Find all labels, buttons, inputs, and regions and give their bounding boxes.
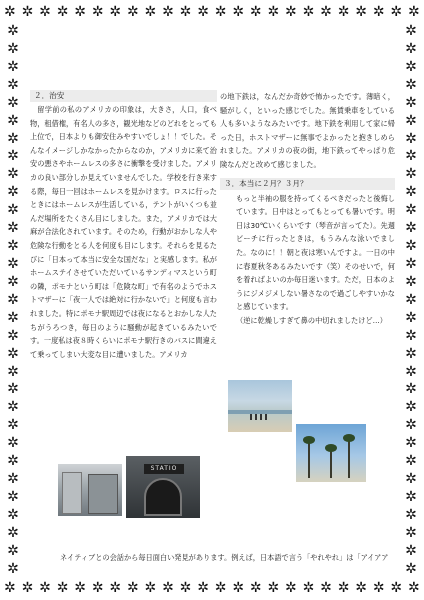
star-border-icon: ✲ [7, 345, 19, 362]
star-border-icon: ✲ [74, 580, 86, 596]
star-border-icon: ✲ [372, 580, 385, 596]
star-border-icon: ✲ [405, 524, 417, 541]
star-border-icon: ✲ [302, 580, 315, 596]
section-3-body: もっと半袖の服を持ってくるべきだったと後悔しています。日中はとってもとっても暑いです。明日は30℃いくらいです（琴音が言ってた）。先週ビーチに行ったときは，もうみんな泳いでました。なのに！！朝と夜は寒いんですよ。一日の中に春夏秋冬あるみたいです（笑）そのせいで，何を着ればよいのか毎日迷います。ただ，日本のようにジメジメしない暑さなので過ごしやすいかなと感じています。 [236, 193, 395, 312]
star-border-icon: ✲ [337, 580, 350, 596]
star-border-icon: ✲ [7, 399, 19, 416]
station-entrance-photo [126, 456, 200, 518]
star-border-icon: ✲ [7, 184, 19, 201]
star-border-icon: ✲ [249, 580, 262, 596]
station-sign: STATIO [144, 464, 184, 474]
star-border-icon: ✲ [405, 220, 417, 237]
section-3-heading: ３．本当に２月？３月？ [220, 178, 395, 190]
star-border-icon: ✲ [390, 4, 403, 20]
star-border-icon: ✲ [405, 184, 417, 201]
star-border-icon: ✲ [39, 4, 51, 20]
star-border-icon: ✲ [405, 488, 417, 505]
star-border-icon: ✲ [7, 560, 19, 577]
palm-trunk [348, 438, 350, 478]
star-border-icon: ✲ [285, 580, 297, 596]
star-border-icon: ✲ [144, 4, 157, 20]
beach-people [250, 414, 270, 420]
star-border-icon: ✲ [197, 580, 209, 596]
section-2-body: 留学前の私のアメリカの印象は，大きさ，人口，食べ物，租借権，有名人の多さ，観光地などのどれをとっても上位で，日本よりも御安住みやすいでしょ！！でした。そんなイメージしかなかったからなのか，アメリカに来て治安の悪さやホームレスの多さに衝撃を受けました。アメリカの良い部分しか見えていませんでした。学校を行き来する際，毎日一回はホームレスを見かけます。ロスに行ったときにはホームレスが生活している，テントがいくつも並んだ場所をたくさん目にしました。また，アメリカでは大麻が合法化されています。そのため，行動がおかしな人や危険な行動をとる人を何度も目にします。それらを見るたびに「日本って本当に安全な国だな」と実感します。私がホームステイさせていただいているサンディマスという町の隣，ポモナという町は「危険な町」で有名のようでホストマザーに「夜一人では絶対に行かないで」と何度も言われました。特にポモナ駅周辺では夜になるとおかしな人たちがうろつき，毎日のように騒動が起きているみたいです。一度私は夜８時くらいにポモナ駅行きのバスに間違えて乗ってしまい大変な目に遭いました。アメリカ [30, 105, 217, 359]
star-border-icon: ✲ [7, 542, 19, 559]
star-border-icon: ✲ [405, 148, 417, 165]
section-2-continued: の地下鉄は，なんだか奇妙で怖かったです。薄暗く，騒がしく，といった感じでした。無賃乗車をしている人も多いようなみたいです。地下鉄を利用して家に帰った日，ホストマザーに無事でよかったと抱きしめられました。アメリカの夜の街，地下鉄ってやっぱり危険なんだと改めて感じました。 [220, 92, 395, 169]
star-border-icon: ✲ [109, 4, 122, 20]
star-border-icon: ✲ [405, 112, 417, 129]
star-border-icon: ✲ [7, 488, 19, 505]
star-border-icon: ✲ [39, 580, 51, 596]
left-column [30, 90, 217, 361]
star-border-icon: ✲ [7, 40, 19, 57]
star-border-icon: ✲ [21, 4, 34, 20]
section-2-heading: ２．治安 [30, 90, 217, 102]
star-border-icon: ✲ [7, 273, 19, 290]
star-border-icon: ✲ [405, 40, 417, 57]
palm-trunk [330, 448, 332, 478]
star-border-icon: ✲ [249, 4, 262, 20]
star-border-icon: ✲ [405, 94, 417, 111]
star-border-icon: ✲ [407, 580, 420, 596]
star-border-icon: ✲ [405, 309, 417, 326]
star-border-icon: ✲ [405, 399, 417, 416]
star-border-icon: ✲ [56, 580, 69, 596]
star-border-icon: ✲ [405, 166, 417, 183]
star-border-icon: ✲ [91, 4, 104, 20]
star-border-icon: ✲ [7, 220, 19, 237]
star-border-icon: ✲ [405, 327, 417, 344]
star-border-icon: ✲ [91, 580, 104, 596]
star-border-icon: ✲ [405, 435, 417, 452]
star-border-icon: ✲ [405, 506, 417, 523]
star-border-icon: ✲ [405, 542, 417, 559]
star-border-icon: ✲ [405, 291, 417, 308]
star-border-icon: ✲ [56, 4, 69, 20]
star-border-icon: ✲ [405, 345, 417, 362]
star-border-icon: ✲ [7, 202, 19, 219]
star-border-icon: ✲ [109, 580, 122, 596]
star-border-icon: ✲ [7, 148, 19, 165]
star-border-icon: ✲ [7, 453, 19, 470]
star-border-icon: ✲ [285, 4, 297, 20]
palm-trees-photo [296, 424, 366, 482]
star-border-icon: ✲ [405, 560, 417, 577]
star-border-icon: ✲ [405, 238, 417, 255]
star-border-icon: ✲ [21, 580, 34, 596]
star-border-icon: ✲ [372, 4, 385, 20]
star-border-icon: ✲ [126, 4, 139, 20]
star-border-icon: ✲ [7, 471, 19, 488]
star-border-icon: ✲ [197, 4, 209, 20]
star-border-icon: ✲ [7, 58, 19, 75]
star-border-icon: ✲ [7, 76, 19, 93]
star-border-icon: ✲ [302, 4, 315, 20]
star-border-icon: ✲ [162, 580, 174, 596]
footer-text: ネイティブとの会話から毎日面白い発見があります。例えば，日本語で言う「やれやれ」は「アイアア [60, 553, 389, 562]
star-border-icon: ✲ [390, 580, 403, 596]
star-border-icon: ✲ [405, 255, 417, 272]
section-3-note: （逆に乾燥しすぎて鼻の中切れましたけど…） [236, 315, 387, 325]
star-border-icon: ✲ [7, 130, 19, 147]
star-border-icon: ✲ [405, 471, 417, 488]
star-border-icon: ✲ [405, 363, 417, 380]
star-border-icon: ✲ [162, 4, 174, 20]
star-border-icon: ✲ [214, 580, 227, 596]
palm-crown [325, 444, 337, 452]
star-border-icon: ✲ [179, 580, 192, 596]
machine-shape-2 [88, 474, 118, 514]
star-border-icon: ✲ [7, 255, 19, 272]
star-border-icon: ✲ [405, 202, 417, 219]
star-border-icon: ✲ [232, 580, 245, 596]
star-border-icon: ✲ [179, 4, 192, 20]
star-border-icon: ✲ [7, 327, 19, 344]
star-border-icon: ✲ [267, 580, 280, 596]
star-border-icon: ✲ [337, 4, 350, 20]
star-border-icon: ✲ [7, 417, 19, 434]
palm-trunk [308, 442, 310, 478]
star-border-icon: ✲ [232, 4, 245, 20]
star-border-icon: ✲ [74, 4, 86, 20]
star-border-icon: ✲ [7, 506, 19, 523]
star-border-icon: ✲ [405, 58, 417, 75]
beach-photo [228, 380, 292, 432]
star-border-icon: ✲ [4, 4, 16, 20]
left-border [3, 24, 23, 576]
star-border-icon: ✲ [126, 580, 139, 596]
top-border [0, 2, 424, 22]
station-tunnel [144, 478, 182, 516]
star-border-icon: ✲ [405, 76, 417, 93]
machine-shape [62, 472, 82, 514]
star-border-icon: ✲ [4, 580, 16, 596]
star-border-icon: ✲ [7, 94, 19, 111]
star-border-icon: ✲ [7, 381, 19, 398]
star-border-icon: ✲ [7, 524, 19, 541]
star-border-icon: ✲ [7, 112, 19, 129]
right-column [220, 90, 395, 328]
star-border-icon: ✲ [7, 291, 19, 308]
star-border-icon: ✲ [320, 580, 332, 596]
star-border-icon: ✲ [7, 166, 19, 183]
star-border-icon: ✲ [405, 417, 417, 434]
star-border-icon: ✲ [144, 580, 157, 596]
palm-crown [343, 434, 355, 442]
star-border-icon: ✲ [7, 309, 19, 326]
star-border-icon: ✲ [7, 435, 19, 452]
star-border-icon: ✲ [407, 4, 420, 20]
star-border-icon: ✲ [7, 23, 19, 39]
star-border-icon: ✲ [214, 4, 227, 20]
palm-crown [303, 436, 315, 444]
metro-ticket-machine-photo [58, 464, 122, 516]
star-border-icon: ✲ [405, 381, 417, 398]
star-border-icon: ✲ [405, 273, 417, 290]
star-border-icon: ✲ [405, 453, 417, 470]
star-border-icon: ✲ [320, 4, 332, 20]
star-border-icon: ✲ [267, 4, 280, 20]
bottom-border [0, 578, 424, 598]
right-border [401, 24, 421, 576]
star-border-icon: ✲ [405, 23, 417, 39]
star-border-icon: ✲ [355, 580, 367, 596]
star-border-icon: ✲ [355, 4, 367, 20]
star-border-icon: ✲ [7, 363, 19, 380]
star-border-icon: ✲ [7, 238, 19, 255]
star-border-icon: ✲ [405, 130, 417, 147]
